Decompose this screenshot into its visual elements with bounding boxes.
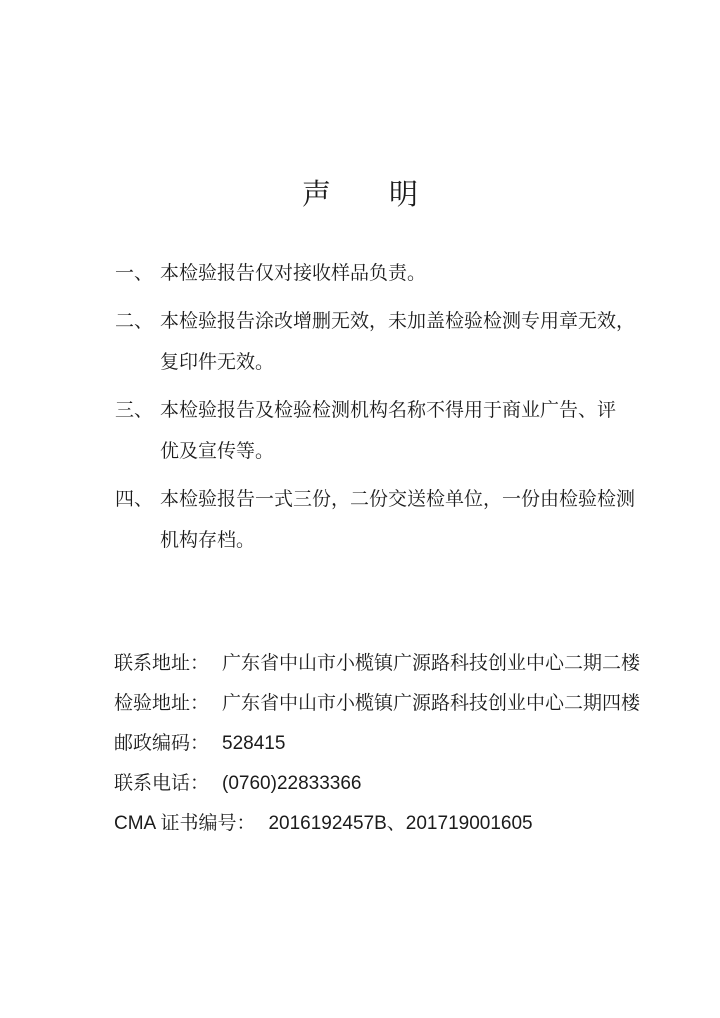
contact-label: 联系电话： bbox=[114, 773, 210, 794]
item-line: 机构存档。 bbox=[160, 530, 256, 551]
page-title: 声 明 bbox=[301, 179, 418, 211]
contact-label: 邮政编码： bbox=[114, 733, 210, 754]
contact-value: (0760)22833366 bbox=[222, 773, 362, 794]
item-text bbox=[160, 479, 720, 561]
item-line: 优及宣传等。 bbox=[160, 441, 275, 462]
contact-info-block bbox=[0, 644, 720, 844]
declaration-item bbox=[115, 390, 720, 472]
declaration-list bbox=[0, 253, 720, 561]
item-line: 本检验报告及检验检测机构名称不得用于商业广告、评 bbox=[160, 400, 617, 421]
declaration-item bbox=[115, 301, 720, 383]
contact-value: 广东省中山市小榄镇广源路科技创业中心二期四楼 bbox=[222, 693, 641, 714]
item-line: 复印件无效。 bbox=[160, 352, 275, 373]
item-text bbox=[160, 253, 720, 294]
item-number: 一、 bbox=[115, 263, 154, 284]
cma-certificate-row bbox=[114, 804, 720, 844]
item-text bbox=[160, 301, 720, 383]
declaration-item bbox=[115, 479, 720, 561]
item-line: 本检验报告仅对接收样品负责。 bbox=[160, 263, 427, 284]
item-line: 本检验报告一式三份，二份交送检单位，一份由检验检测 bbox=[160, 489, 636, 510]
contact-label: CMA 证书编号： bbox=[114, 813, 256, 834]
item-number: 三、 bbox=[115, 400, 154, 421]
postal-code-row bbox=[114, 724, 720, 764]
contact-address-row bbox=[114, 644, 720, 684]
contact-value: 2016192457B、201719001605 bbox=[268, 813, 533, 834]
contact-label: 联系地址： bbox=[114, 653, 210, 674]
contact-value: 广东省中山市小榄镇广源路科技创业中心二期二楼 bbox=[222, 653, 641, 674]
declaration-item bbox=[115, 253, 720, 294]
item-text bbox=[160, 390, 720, 472]
contact-value: 528415 bbox=[222, 733, 286, 754]
contact-label: 检验地址： bbox=[114, 693, 210, 714]
item-number: 四、 bbox=[115, 489, 154, 510]
inspection-address-row bbox=[114, 684, 720, 724]
item-line: 本检验报告涂改增删无效，未加盖检验检测专用章无效， bbox=[160, 311, 636, 332]
phone-row bbox=[114, 764, 720, 804]
item-number: 二、 bbox=[115, 311, 154, 332]
